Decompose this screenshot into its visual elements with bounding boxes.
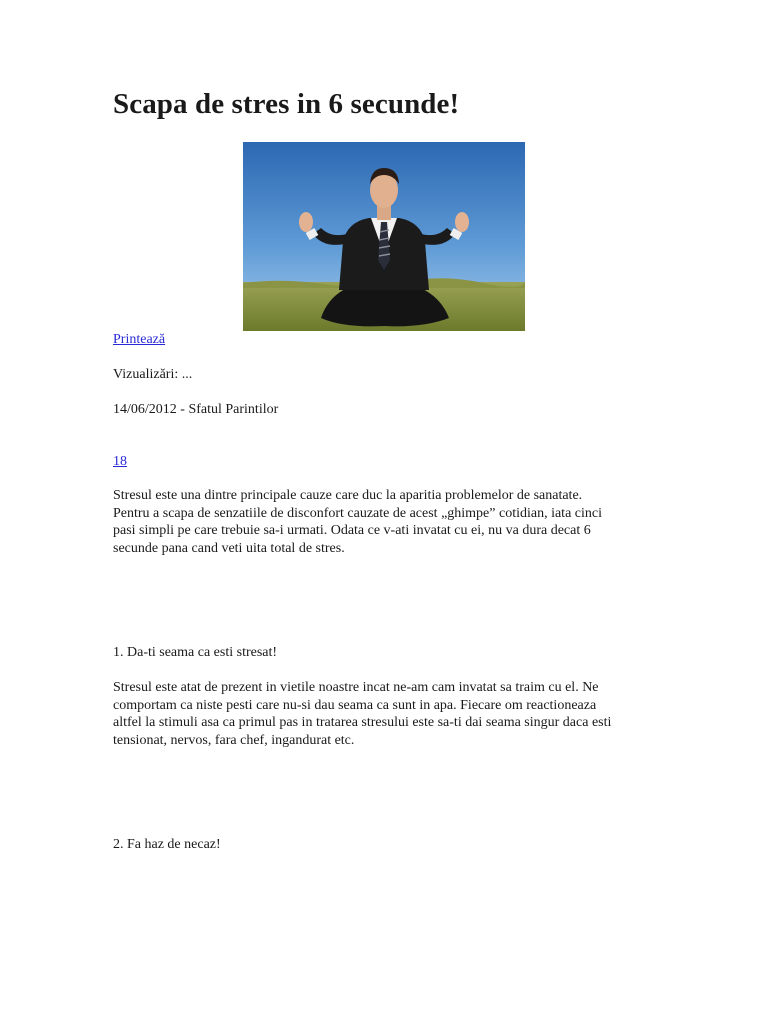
text-line: Pentru a scapa de senzatiile de disconfort cauzate de acest „ghimpe” cotidian, iata cinci bbox=[113, 505, 602, 521]
step-1-paragraph bbox=[113, 679, 658, 749]
text-line: secunde pana cand veti uita total de stres. bbox=[113, 540, 345, 556]
text-line: Stresul este atat de prezent in vietile noastre incat ne-am cam invatat sa traim cu el. Ne bbox=[113, 680, 599, 695]
article-photo bbox=[243, 142, 525, 331]
print-link[interactable]: Printează bbox=[113, 332, 166, 347]
text-line: tensionat, nervos, fara chef, ingandurat etc. bbox=[113, 732, 355, 748]
text-line: pasi simpli pe care trebuie sa-i urmati. Odata ce v-ati invatat cu ei, nu va dura decat 6 bbox=[113, 523, 591, 539]
step-2-heading: 2. Fa haz de necaz! bbox=[113, 837, 221, 852]
text-line: altfel la stimuli asa ca primul pas in tratarea stresului este sa-ti dai seama singur daca esti bbox=[113, 715, 612, 731]
meditating-man-photo bbox=[243, 142, 525, 331]
views-count: Vizualizări: ... bbox=[113, 367, 193, 382]
step-1-heading: 1. Da-ti seama ca esti stresat! bbox=[113, 645, 278, 660]
article-meta: 14/06/2012 - Sfatul Parintilor bbox=[113, 402, 279, 417]
article-title: Scapa de stres in 6 secunde! bbox=[113, 88, 460, 120]
text-line: comportam ca niste pesti care nu-si dau seama ca sunt in apa. Fiecare om reactioneaza bbox=[113, 697, 597, 713]
text-line: Stresul este una dintre principale cauze care duc la aparitia problemelor de sanatate. bbox=[113, 488, 583, 503]
intro-paragraph bbox=[113, 487, 658, 557]
comments-link[interactable]: 18 bbox=[113, 454, 127, 469]
